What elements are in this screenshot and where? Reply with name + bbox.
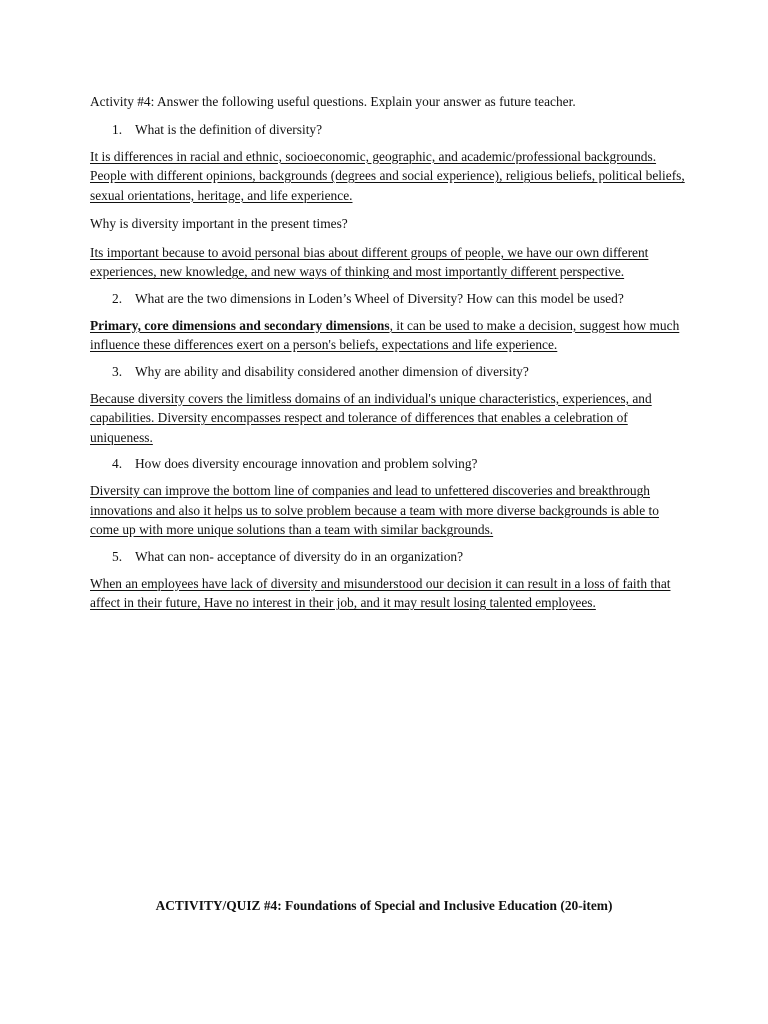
question-1b: Why is diversity important in the present times? [90,216,348,231]
quiz-heading: ACTIVITY/QUIZ #4: Foundations of Special and Inclusive Education (20-item) [155,898,613,913]
question-number: 4. [112,456,123,471]
document-body [90,92,690,622]
question-text: Why are ability and disability considered another dimension of diversity? [135,363,529,379]
question-2 [90,291,690,307]
question-text: What are the two dimensions in Loden’s Wheel of Diversity? How can this model be used? [135,290,624,306]
question-text: What can non- acceptance of diversity do in an organization? [135,548,464,564]
answer-4: Diversity can improve the bottom line of companies and lead to unfettered discoveries and breakthrough innovations and also it helps us to solve problem because a team with more diverse backgrounds is able to come up with more unique solutions than a team with similar backgrounds. [90,483,659,537]
question-number: 5. [112,548,123,564]
question-1 [90,122,690,138]
question-text: What is the definition of diversity? [135,121,323,137]
answer-2-rest: , it can be used to make a decision, suggest how much influence these differences exert on a person's beliefs, expectations and life experience. [90,317,680,352]
answer-3: Because diversity covers the limitless domains of an individual's unique characteristics, experiences, and capabilities. Diversity encompasses respect and tolerance of differences that enables a celebration of uniqueness. [90,390,652,445]
question-5 [90,549,690,565]
question-3 [90,364,690,380]
question-number: 3. [112,363,123,379]
answer-5: When an employees have lack of diversity and misunderstood our decision it can result in a loss of faith that affect in their future, Have no interest in their job, and it may result losing talented employees. [90,575,671,610]
question-number: 2. [112,290,123,306]
answer-1b: Its important because to avoid personal bias about different groups of people, we have our own different experiences, new knowledge, and new ways of thinking and most importantly different perspective. [90,244,649,279]
activity-instructions: Activity #4: Answer the following useful questions. Explain your answer as future teacher. [90,94,576,109]
answer-1: It is differences in racial and ethnic, socioeconomic, geographic, and academic/professional backgrounds. People with different opinions, backgrounds (degrees and social experience), religious beliefs, political beliefs, sexual orientations, heritage, and life experience. [90,148,685,203]
answer-2 [90,316,690,355]
question-4 [90,456,690,472]
answer-2-bold: Primary, core dimensions and secondary dimensions [90,317,390,333]
question-number: 1. [112,121,123,137]
question-text: How does diversity encourage innovation and problem solving? [135,456,478,471]
